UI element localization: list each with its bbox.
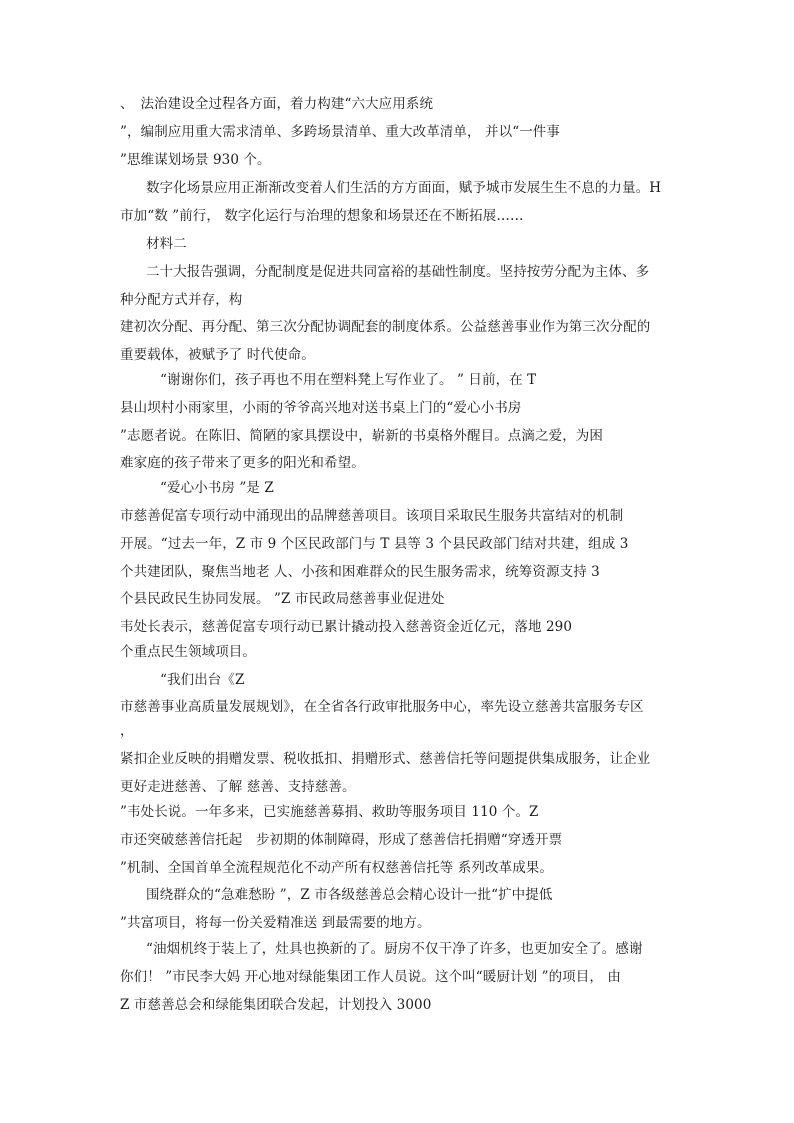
text-line: “油烟机终于装上了，灶具也换新的了。厨房不仅干净了许多，也更加安全了。感谢 <box>146 941 643 957</box>
text-line: 种分配方式并存，构 <box>120 292 243 308</box>
text-line: 市加“数 ”前行， 数字化运行与治理的想象和场景还在不断拓展…… <box>120 208 524 224</box>
section-heading: 材料二 <box>146 236 187 252</box>
text-line: ”机制、全国首单全流程规范化不动产所有权慈善信托等 系列改革成果。 <box>120 860 553 876</box>
text-line: ”共富项目，将每一份关爱精准送 到最需要的地方。 <box>120 915 431 931</box>
text-line: 个县民政民生协同发展。 ”Z 市民政局慈善事业促进处 <box>120 591 445 607</box>
text-line: ， <box>120 723 134 739</box>
text-line: 紧扣企业反映的捐赠发票、税收抵扣、捐赠形式、慈善信托等问题提供集成服务，让企业 <box>120 751 651 767</box>
text-line: 难家庭的孩子带来了更多的阳光和希望。 <box>120 455 365 471</box>
text-line: 建初次分配、再分配、第三次分配协调配套的制度体系。公益慈善事业作为第三次分配的 <box>120 319 651 335</box>
text-line: 围绕群众的“急难愁盼 ”，Z 市各级慈善总会精心设计一批“扩中提低 <box>146 887 553 903</box>
text-line: 市还突破慈善信托起 步初期的体制障碍，形成了慈善信托捐赠“穿透开票 <box>120 832 563 848</box>
text-line: 县山坝村小雨家里，小雨的爷爷高兴地对送书桌上门的“爱心小书房 <box>120 400 522 416</box>
text-line: 、 法治建设全过程各方面，着力构建“六大应用系统 <box>120 96 434 112</box>
text-line: 市慈善促富专项行动中涌现出的品牌慈善项目。该项目采取民生服务共富结对的机制 <box>120 508 624 524</box>
text-line: 数字化场景应用正渐渐改变着人们生活的方方面面，赋予城市发展生生不息的力量。H <box>146 180 662 196</box>
text-line: 韦处长表示，慈善促富专项行动已累计撬动投入慈善资金近亿元，落地 290 <box>120 619 573 635</box>
text-line: 你们！ ”市民李大妈 开心地对绿能集团工作人员说。这个叫“暖厨计划 ”的项目， 由 <box>120 969 621 985</box>
text-line: “我们出台《Z <box>160 672 245 688</box>
text-line: ”韦处长说。一年多来，已实施慈善募捐、救助等服务项目 110 个。Z <box>120 804 539 820</box>
text-line: Z 市慈善总会和绿能集团联合发起，计划投入 3000 <box>120 997 432 1013</box>
text-line: “谢谢你们，孩子再也不用在塑料凳上写作业了。 ” 日前，在 T <box>160 372 537 388</box>
text-line: 个重点民生领域项目。 <box>120 644 256 660</box>
text-line: 重要载体，被赋予了 时代使命。 <box>120 347 315 363</box>
text-line: ”志愿者说。在陈旧、简陋的家具摆设中，崭新的书桌格外醒目。点滴之爱，为困 <box>120 428 604 444</box>
text-line: 开展。“过去一年，Z 市 9 个区民政部门与 T 县等 3 个县民政部门结对共建，组成 3 <box>120 536 629 552</box>
text-line: 市慈善事业高质量发展规划》，在全省各行政审批服务中心，率先设立慈善共富服务专区 <box>120 699 644 715</box>
text-line: 个共建团队，聚焦当地老 人、小孩和困难群众的民生服务需求，统筹资源支持 3 <box>120 564 600 580</box>
text-line: “爱心小书房 ”是 Z <box>160 480 274 496</box>
text-line: 更好走进慈善、了解 慈善、支持慈善。 <box>120 779 356 795</box>
text-line: ”，编制应用重大需求清单、多跨场景清单、重大改革清单， 并以“一件事 <box>120 124 560 140</box>
text-line: ”思维谋划场景 930 个。 <box>120 152 271 168</box>
text-line: 二十大报告强调，分配制度是促进共同富裕的基础性制度。坚持按劳分配为主体、多 <box>146 264 650 280</box>
